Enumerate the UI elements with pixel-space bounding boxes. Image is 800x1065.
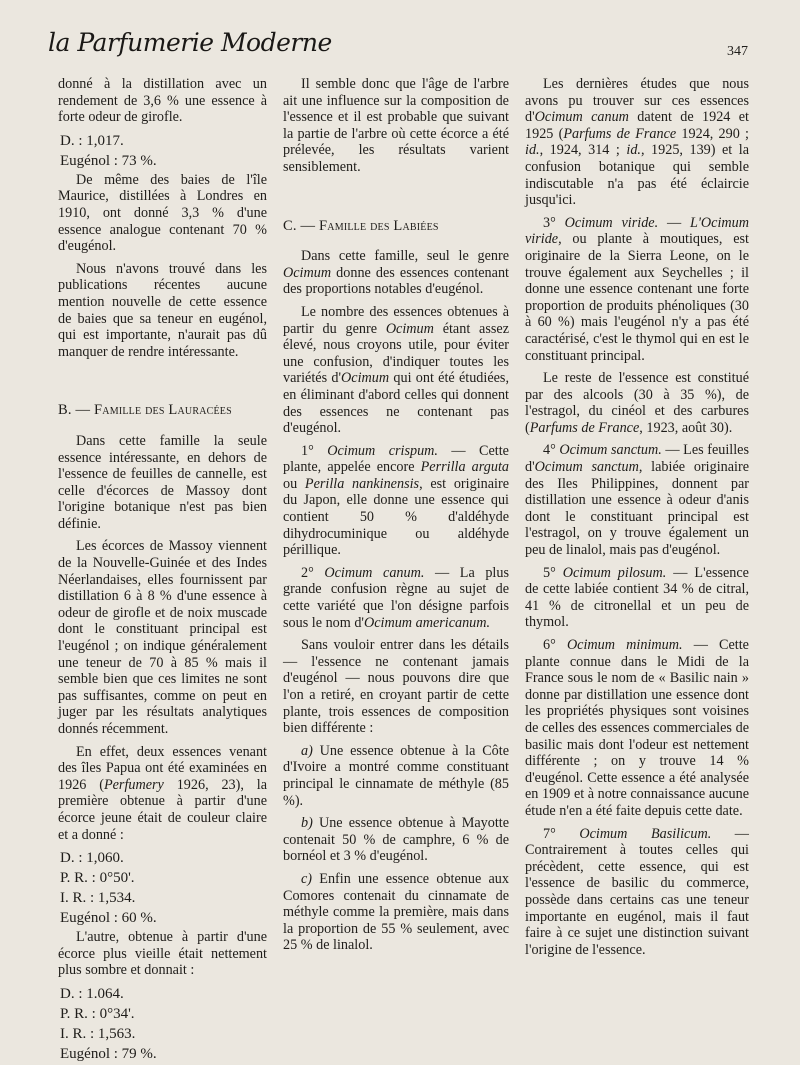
paragraph: Les dernières études que nous avons pu trouver sur ces essences d'Ocimum canum datent de 1924 et 1925 (Parfums de France 1924, 290 ; id., 1924, 314 ; id., 1925, 139) et la confusion botanique qui semble indiscutable n'a pas été éclaircie jusqu'ici. [525, 76, 749, 209]
paragraph: En effet, deux essences venant des îles Papua ont été examinées en 1926 (Perfumery 1926, 23), la première obtenue à partir d'une écorce jeune était de couleur claire et a donné : [58, 743, 267, 843]
paragraph: c) Enfin une essence obtenue aux Comores contenait du cinnamate de méthyle comme la première, mais dans la proportion de 55 % seulement, avec 25 % de linalol. [283, 870, 509, 954]
column-3 [525, 76, 749, 964]
paragraph: Dans cette famille la seule essence intéressante, en dehors de l'essence de feuilles de cannelle, est celle d'écorces de Massoy dont l'origine botanique n'est pas bien définie. [58, 432, 267, 532]
eugenol-value: Eugénol : 73 %. [60, 152, 157, 169]
eugenol-value: Eugénol : 79 %. [60, 1045, 157, 1062]
paragraph: Nous n'avons trouvé dans les publications récentes aucune mention nouvelle de cette essence de baies que sa teneur en eugénol, qui est importante, n'aurait pas dû manquer de rendre intéressante. [58, 260, 267, 360]
paragraph: 2° Ocimum canum. — La plus grande confusion règne au sujet de cette variété que l'on désigne parfois sous le nom d'Ocimum americanum. [283, 564, 509, 631]
paragraph: a) Une essence obtenue à la Côte d'Ivoire a montré comme constituant principal le cinnamate de méthyle (85 %). [283, 742, 509, 809]
paragraph: 5° Ocimum pilosum. — L'essence de cette labiée contient 34 % de citral, 41 % de citronellal et un peu de thymol. [525, 564, 749, 631]
density-value: D. : 1.064. [60, 985, 124, 1002]
paragraph: 7° Ocimum Basilicum. — Contrairement à toutes celles qui précèdent, cette essence, qui est l'essence de basilic du commerce, possède dans certains cas une teneur importante en eugénol, mais il faut faire à ce sujet une distinction suivant l'origine de l'essence. [525, 825, 749, 958]
density-value: D. : 1,060. [60, 850, 124, 867]
paragraph: 6° Ocimum minimum. — Cette plante connue dans le Midi de la France sous le nom de « Basilic nain » donne par distillation une essence dont les propriétés physiques sont voisines de celles des essences commerciales de basilic mais dont l'odeur est nettement différente ; on y trouve 14 % d'eugénol. Cette essence a été analysée en 1909 et à notre connaissance aucune étude n'en a été faite depuis cette date. [525, 637, 749, 819]
paragraph: Dans cette famille, seul le genre Ocimum donne des essences contenant des proportions notables d'eugénol. [283, 248, 509, 298]
column-1 [58, 76, 267, 1065]
refraction-value: I. R. : 1,563. [60, 1025, 136, 1042]
masthead: la Parfumerie Moderne [48, 28, 332, 57]
spacer [283, 182, 509, 200]
spacer [58, 366, 267, 384]
paragraph: Le reste de l'essence est constitué par des alcools (30 à 35 %), de l'estragol, du cinéol et des carbures (Parfums de France, 1923, août 30). [525, 370, 749, 436]
paragraph: b) Une essence obtenue à Mayotte contenait 50 % de camphre, 6 % de bornéol et 3 % d'eugénol. [283, 815, 509, 865]
density-value: D. : 1,017. [60, 132, 124, 149]
paragraph: De même des baies de l'île Maurice, distillées à Londres en 1910, ont donné 3,3 % d'une essence analogue contenant 70 % d'eugénol. [58, 171, 267, 255]
column-2 [283, 76, 509, 960]
paragraph: Il semble donc que l'âge de l'arbre ait une influence sur la composition de l'essence et il est probable que suivant la partie de l'arbre où cette écorce a été prélevée, les résultats varient sensiblement. [283, 76, 509, 175]
refraction-value: I. R. : 1,534. [60, 890, 136, 907]
section-heading-c: C. — Famille des Labiées [283, 217, 439, 234]
rotation-value: P. R. : 0°50'. [60, 870, 135, 887]
section-heading-b: B. — Famille des Lauracées [58, 402, 232, 419]
paragraph: Sans vouloir entrer dans les détails — l'essence ne contenant jamais d'eugénol — nous pouvons dire que l'on a retiré, en croyant partir de cette plante, trois essences de composition bien différente : [283, 637, 509, 737]
paragraph: 1° Ocimum crispum. — Cette plante, appelée encore Perrilla arguta ou Perilla nankinensis, est originaire du Japon, elle donne une essence qui contient 50 % d'aldéhyde dihydrocuminique ou aldéhyde périllique. [283, 442, 509, 559]
paragraph: 3° Ocimum viride. — L'Ocimum viride, ou plante à moutiques, est originaire de la Sierra Leone, on le trouve également aux Seychelles ; il donne une essence contenant une forte proportion de produits phénoliques (30 à 60 %) mais l'eugénol n'y a pas été caractérisé, c'est le thymol qui en est le constituant principal. [525, 214, 749, 364]
rotation-value: P. R. : 0°34'. [60, 1005, 135, 1022]
paragraph: Les écorces de Massoy viennent de la Nouvelle-Guinée et des Indes Néerlandaises, elles fournissent par distillation 6 à 8 % d'une essence à odeur de girofle et de noix muscade dont le constituant principal est l'eugénol ; on indique généralement une teneur de 70 à 85 % mais il semble bien que ces limites ne sont pas suffisantes, comme on peut en juger par les résultats analytiques donnés récemment. [58, 538, 267, 737]
eugenol-value: Eugénol : 60 %. [60, 910, 157, 927]
paragraph: 4° Ocimum sanctum. — Les feuilles d'Ocimum sanctum, labiée originaire des Iles Philippines, donnent par distillation une essence à odeur d'anis dont le constituant principal est l'estragol, on y trouve également un peu de linalol, mais pas d'eugénol. [525, 442, 749, 559]
paragraph: Le nombre des essences obtenues à partir du genre Ocimum étant assez élevé, nous croyons utile, pour éviter une confusion, d'indiquer toutes les variétés d'Ocimum qui ont été étudiées, en éliminant d'abord celles qui donnent des essences ne contenant pas d'eugénol. [283, 303, 509, 437]
paragraph: L'autre, obtenue à partir d'une écorce plus vieille était nettement plus sombre et donnait : [58, 929, 267, 979]
paragraph: donné à la distillation avec un rendement de 3,6 % une essence à forte odeur de girofle. [58, 76, 267, 126]
page-number: 347 [727, 44, 748, 59]
